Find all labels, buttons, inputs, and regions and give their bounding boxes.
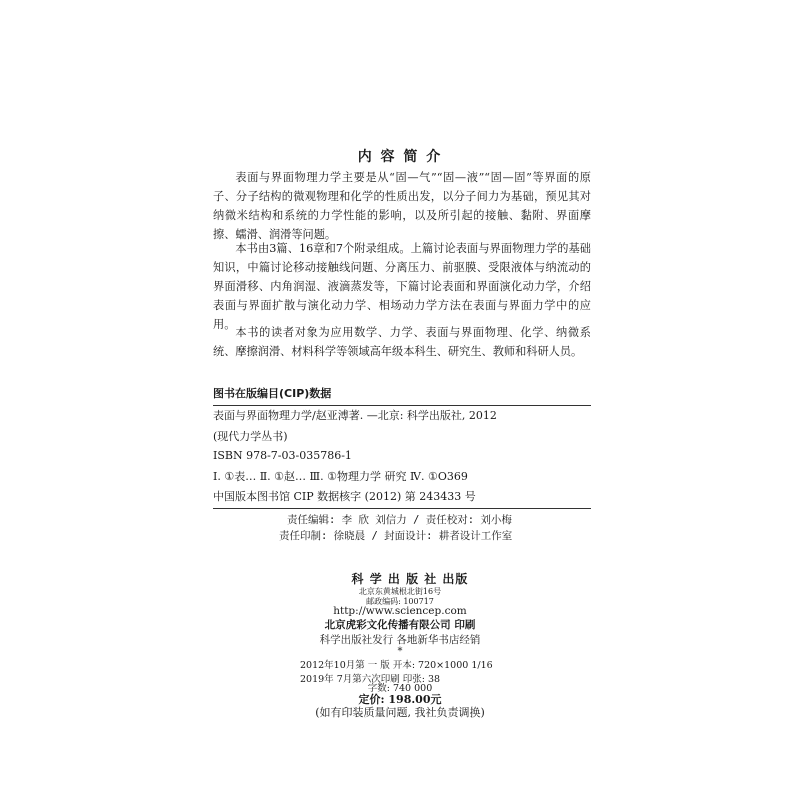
- summary-paragraph-2: 本书由3篇、16章和7个附录组成。上篇讨论表面与界面物理力学的基础知识，中篇讨论移动接触线问题、分离压力、前驱膜、受限液体与纳流动的界面滑移、内角润湿、液滴蒸发等，下篇讨论表面和界面演化动力学，介绍表面与界面扩散与演化动力学、相场动力学方法在表面与界面力学中的应用。: [213, 242, 591, 331]
- publisher-name: 科 学 出 版 社 出版: [351, 572, 469, 586]
- cip-title-line: 表面与界面物理力学/赵亚溥著. —北京: 科学出版社, 2012: [213, 409, 497, 422]
- price-line: 定价: 198.00元: [358, 693, 442, 706]
- publisher-postcode: 邮政编码: 100717: [366, 597, 434, 606]
- summary-paragraph-1: 表面与界面物理力学主要是从“固—气”“固—液”“固—固”等界面的原子、分子结构的微观物理和化学的性质出发，以分子间力为基础，预见其对纳微米结构和系统的力学性能的影响，以及所引起的接触、黏附、界面摩擦、蠕滑、润滑等问题。: [213, 171, 591, 241]
- edition-line: 2012年10月第 一 版 开本: 720×1000 1/16: [300, 660, 493, 671]
- cip-series-line: (现代力学丛书): [213, 430, 288, 443]
- editors-line: 责任编辑: 李 欣 刘信力 / 责任校对: 刘小梅: [287, 514, 512, 526]
- production-line: 责任印制: 徐晓晨 / 封面设计: 耕者设计工作室: [279, 530, 513, 542]
- summary-paragraph-3: 本书的读者对象为应用数学、力学、表面与界面物理、化学、纳微系统、摩擦润滑、材料科学等领域高年级本科生、研究生、教师和科研人员。: [213, 326, 591, 358]
- publisher-website: http://www.sciencep.com: [333, 605, 467, 617]
- printer-line: 北京虎彩文化传播有限公司 印刷: [324, 619, 476, 631]
- impression-line: 2019年 7月第六次印刷 印张: 38: [300, 674, 441, 685]
- cip-classification-line: Ⅰ. ①表… Ⅱ. ①赵… Ⅲ. ①物理力学 研究 Ⅳ. ①O369: [213, 470, 468, 483]
- cip-divider: [213, 508, 591, 509]
- word-count-line: 字数: 740 000: [367, 683, 433, 694]
- cip-title: 图书在版编目(CIP)数据: [213, 385, 591, 406]
- quality-notice: (如有印装质量问题, 我社负责调换): [315, 706, 485, 719]
- section-heading: 内 容 简 介: [357, 149, 443, 165]
- cip-isbn-line: ISBN 978-7-03-035786-1: [213, 449, 352, 462]
- distributor-line: 科学出版社发行 各地新华书店经销: [319, 634, 481, 646]
- separator-dot: *: [397, 646, 403, 657]
- cip-record-line: 中国版本图书馆 CIP 数据核字 (2012) 第 243433 号: [213, 490, 476, 503]
- publisher-address: 北京东黄城根北街16号: [358, 587, 442, 596]
